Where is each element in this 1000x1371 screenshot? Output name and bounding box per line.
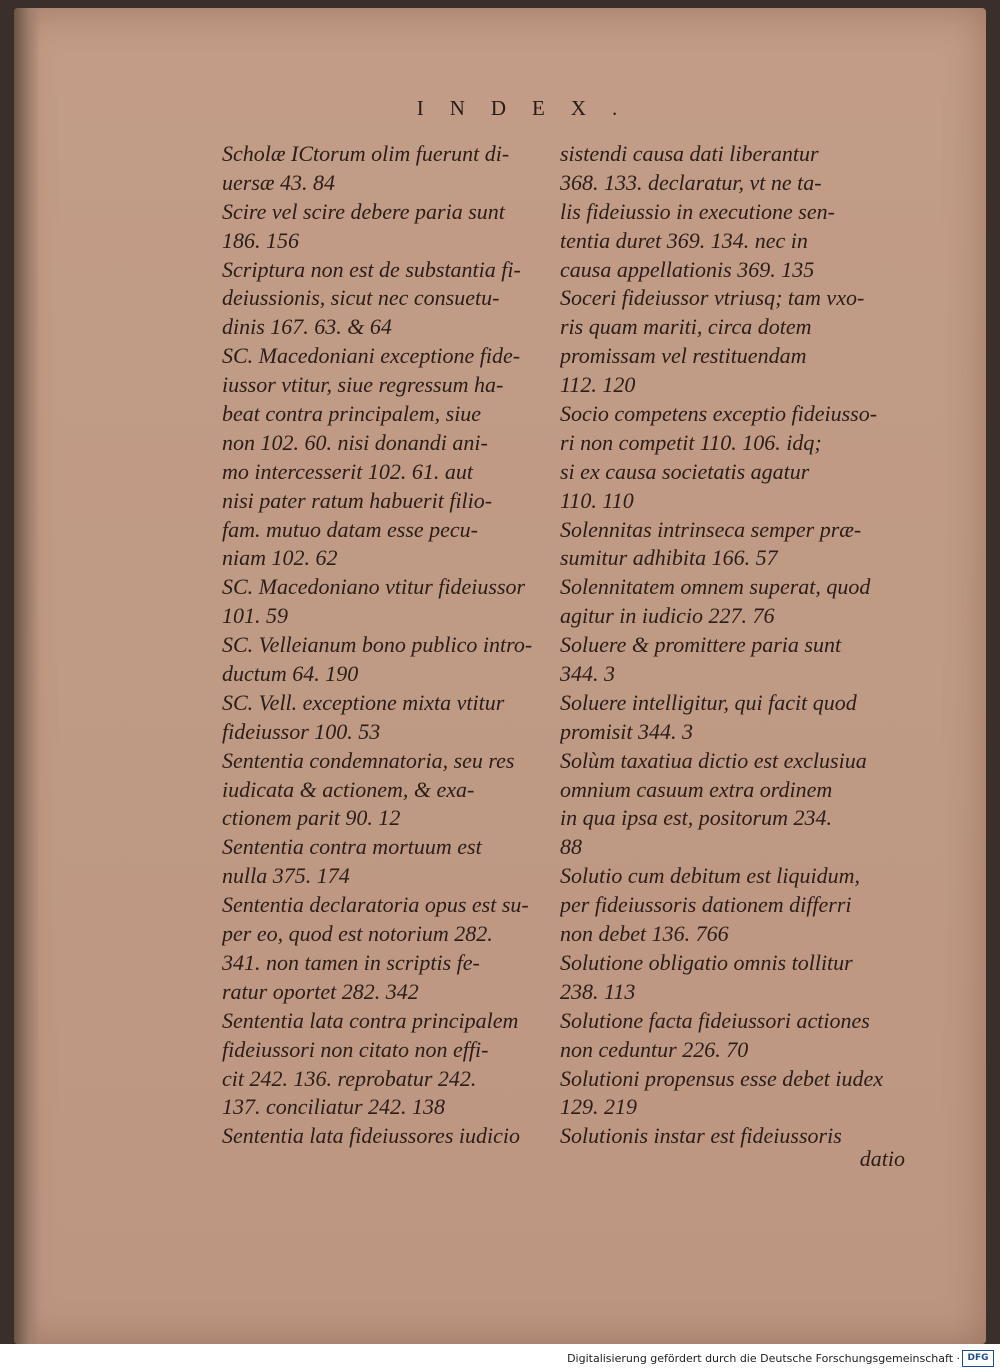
index-line: Scire vel scire debere paria sunt [222,198,505,224]
index-line: mo intercesserit 102. 61. aut [222,458,473,484]
index-line: Soceri fideiussor vtriusq; tam vxo- [560,285,865,311]
index-line: 186. 156 [222,227,299,253]
index-line: ctionem parit 90. 12 [222,805,401,831]
index-line: ris quam mariti, circa dotem [560,314,812,340]
index-line: sumitur adhibita 166. 57 [560,545,778,571]
index-line: beat contra principalem, siue [222,401,482,427]
index-line: Solùm taxatiua dictio est exclusiua [560,747,867,773]
index-line: Solennitas intrinseca semper præ- [560,516,862,542]
index-line: omnium casuum extra ordinem [560,776,833,802]
index-line: per eo, quod est notorium 282. [222,921,493,947]
index-line: Soluere & promittere paria sunt [560,632,842,658]
index-line: sistendi causa dati liberantur [560,141,819,166]
index-line: Sententia declaratoria opus est su- [222,892,529,918]
index-line: promissam vel restituendam [560,343,807,369]
index-line: niam 102. 62 [222,545,338,571]
index-line: non debet 136. 766 [560,921,729,947]
index-line: Scriptura non est de substantia fi- [222,256,521,282]
index-line: non 102. 60. nisi donandi ani- [222,429,488,455]
index-line: Solutione facta fideiussori actiones [560,1007,870,1033]
index-line: fideiussor 100. 53 [222,718,381,744]
index-line: 129. 219 [560,1094,637,1120]
index-line: 137. conciliatur 242. 138 [222,1094,446,1120]
index-line: Sententia contra mortuum est [222,834,482,860]
index-line: tentia duret 369. 134. nec in [560,227,808,253]
index-line: in qua ipsa est, positorum 234. [560,805,832,831]
index-line: 238. 113 [560,978,636,1004]
index-line: lis fideiussio in executione sen- [560,198,835,224]
index-line: ratur oportet 282. 342 [222,978,419,1004]
index-line: ductum 64. 190 [222,661,359,687]
index-line: ri non competit 110. 106. idq; [560,429,822,455]
index-line: SC. Vell. exceptione mixta vtitur [222,689,505,715]
page-header: INDEX. [416,96,644,120]
index-line: Solutione obligatio omnis tollitur [560,949,853,975]
footer-credit: Digitalisierung gefördert durch die Deutsche Forschungsgemeinschaft · [567,1352,960,1365]
index-line: 368. 133. declaratur, vt ne ta- [560,169,822,195]
index-line: fam. mutuo datam esse pecu- [222,516,479,542]
index-line: uersæ 43. 84 [222,169,336,195]
index-line: SC. Velleianum bono publico intro- [222,632,533,658]
index-line: Sententia lata contra principalem [222,1007,519,1033]
index-line: Solutionis instar est fideiussoris [560,1123,842,1149]
index-line: non ceduntur 226. 70 [560,1036,749,1062]
index-line: 341. non tamen in scriptis fe- [222,949,480,975]
index-line: promisit 344. 3 [560,718,694,744]
index-line: causa appellationis 369. 135 [560,256,815,282]
index-line: si ex causa societatis agatur [560,458,810,484]
catchword: datio [859,1146,905,1171]
index-line: Scholæ ICtorum olim fuerunt di- [222,141,510,166]
index-line: cit 242. 136. reprobatur 242. [222,1065,477,1091]
index-line: Socio competens exceptio fideiusso- [560,401,878,427]
index-column-left [222,140,552,1151]
index-line: SC. Macedoniani exceptione fide- [222,343,521,369]
footer-bar [0,1344,1000,1371]
index-line: agitur in iudicio 227. 76 [560,603,775,629]
index-column-right [560,140,905,1151]
index-line: Sententia condemnatoria, seu res [222,747,515,773]
index-line: nisi pater ratum habuerit filio- [222,487,493,513]
index-line: Sententia lata fideiussores iudicio [222,1123,520,1149]
index-line: Solennitatem omnem superat, quod [560,574,871,600]
index-line: Soluere intelligitur, qui facit quod [560,689,857,715]
dfg-logo: DFG [962,1350,994,1367]
index-line: SC. Macedoniano vtitur fideiussor [222,574,526,600]
index-line: 88 [560,834,582,860]
index-line: 112. 120 [560,372,636,398]
index-line: iudicata & actionem, & exa- [222,776,475,802]
index-line: dinis 167. 63. & 64 [222,314,392,340]
index-line: 110. 110 [560,487,634,513]
index-line: 344. 3 [560,661,615,687]
index-line: fideiussori non citato non effi- [222,1036,489,1062]
index-line: per fideiussoris dationem differri [560,892,852,918]
index-line: iussor vtitur, siue regressum ha- [222,372,504,398]
index-line: Solutioni propensus esse debet iudex [560,1065,884,1091]
index-line: 101. 59 [222,603,288,629]
book-spine [14,8,40,1344]
index-line: nulla 375. 174 [222,863,350,889]
index-line: Solutio cum debitum est liquidum, [560,863,861,889]
index-line: deiussionis, sicut nec consuetu- [222,285,500,311]
